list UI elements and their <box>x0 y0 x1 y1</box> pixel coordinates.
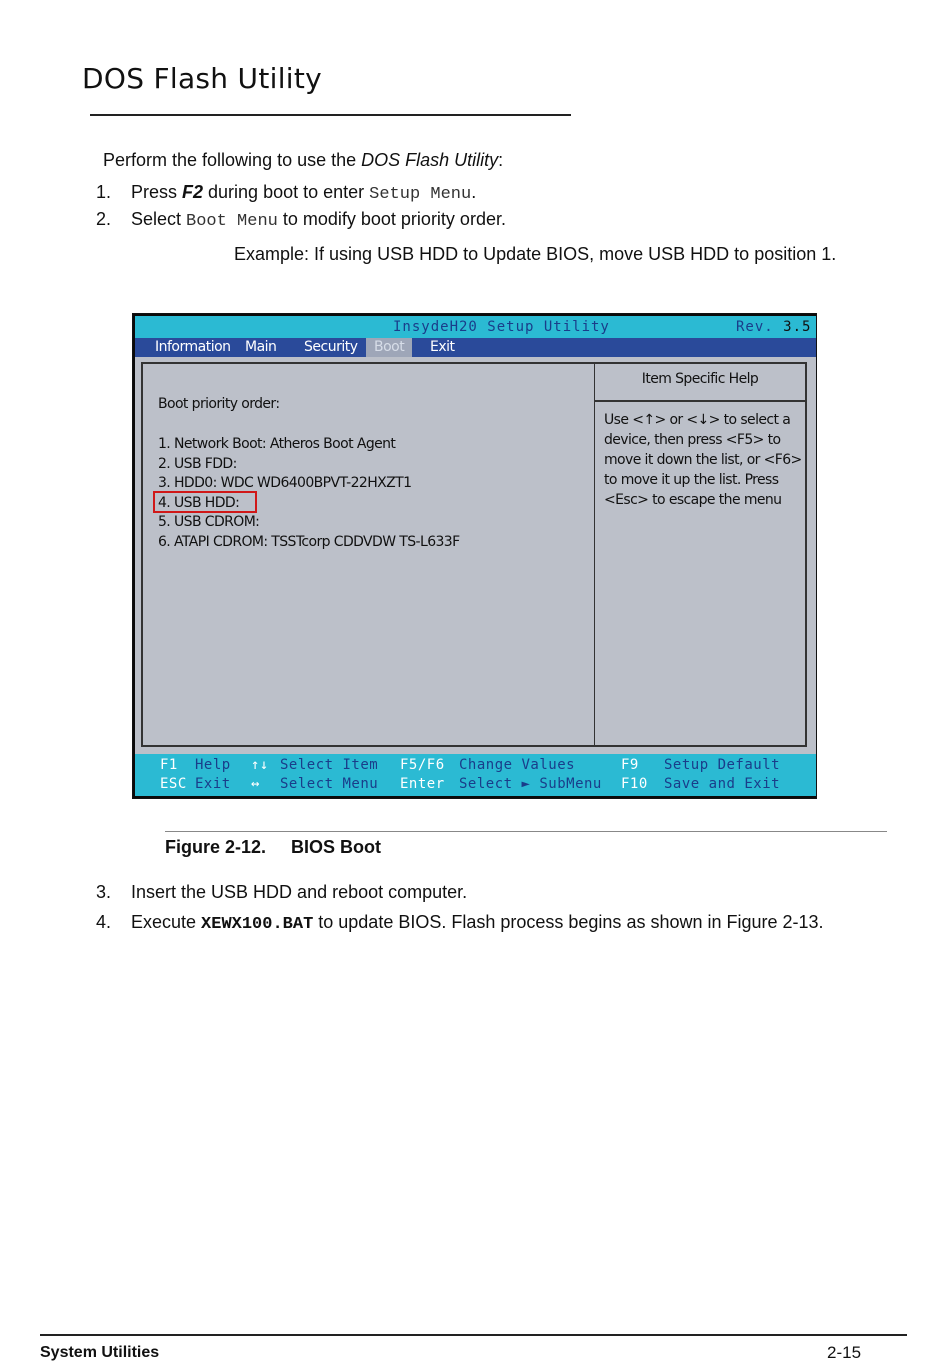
key-esc: ESC <box>160 776 187 792</box>
bios-revision: Rev. 3.5 <box>736 319 812 335</box>
intro-colon: : <box>498 150 504 170</box>
step-2 <box>96 209 506 231</box>
step-text: to update BIOS. Flash process begins as shown in Figure 2-13. <box>313 912 824 932</box>
step-3 <box>96 882 467 903</box>
step-text: Execute <box>131 912 202 932</box>
key-f10-desc: Save and Exit <box>664 776 781 792</box>
figure-number: Figure 2-12. <box>165 837 267 857</box>
step-text: to modify boot priority order. <box>277 209 506 229</box>
page-title: DOS Flash Utility <box>82 62 323 95</box>
help-pane <box>594 362 807 747</box>
key-leftright-desc: Select Menu <box>280 776 379 792</box>
step-number: 4. <box>96 912 112 932</box>
step-text: . <box>471 182 477 202</box>
tab-boot[interactable]: Boot <box>366 338 412 357</box>
figure-caption <box>165 837 381 858</box>
leftright-arrows-icon: ↔ <box>251 776 260 792</box>
step-text: Select <box>131 209 187 229</box>
tab-information[interactable]: Information <box>155 339 231 355</box>
boot-item-atapi-cdrom[interactable]: 6. ATAPI CDROM: TSSTcorp CDDVDW TS-L633F <box>158 533 460 550</box>
bios-title-bar <box>135 316 816 338</box>
boot-priority-label: Boot priority order: <box>158 396 280 412</box>
intro-emphasis: DOS Flash Utility <box>361 150 499 170</box>
usb-hdd-highlight-box <box>153 491 257 513</box>
step-number: 1. <box>96 182 112 202</box>
example-text: Example: If using USB HDD to Update BIOS, move USB HDD to position 1. <box>234 244 837 264</box>
key-f9: F9 <box>621 757 639 773</box>
menu-name-mono: Setup Menu <box>369 185 472 204</box>
step-1 <box>96 182 476 204</box>
updown-arrows-icon: ↑↓ <box>251 757 269 773</box>
bios-key-legend <box>135 754 816 796</box>
boot-item-network[interactable]: 1. Network Boot: Atheros Boot Agent <box>158 436 396 452</box>
menu-name-mono: Boot Menu <box>186 212 278 231</box>
key-f10: F10 <box>621 776 648 792</box>
key-f5f6-desc: Change Values <box>459 757 576 773</box>
boot-item-hdd0[interactable]: 3. HDD0: WDC WD6400BPVT-22HXZT1 <box>158 475 412 491</box>
key-enter-desc: Select ► SubMenu <box>459 776 602 792</box>
key-enter: Enter <box>400 776 445 792</box>
step-4 <box>96 912 824 934</box>
footer-rule <box>40 1334 907 1336</box>
bios-menu-bar <box>135 338 816 357</box>
boot-order-pane <box>141 362 595 747</box>
key-name: F2 <box>182 182 204 202</box>
page-number: 2-15 <box>827 1343 862 1362</box>
step-number: 3. <box>96 882 112 902</box>
bios-main-panel <box>135 357 816 754</box>
title-rule <box>90 114 571 116</box>
step-text: during boot to enter <box>203 182 370 202</box>
tab-main[interactable]: Main <box>245 339 277 355</box>
step-text: Press <box>131 182 183 202</box>
help-text: Use <↑> or <↓> to select a device, then press <F5> to move it down the list, or <F6> to move it up the list. Press <Esc> to escape the menu <box>604 412 802 508</box>
intro-text: Perform the following to use the <box>103 150 362 170</box>
boot-item-usb-hdd[interactable]: 4. USB HDD: <box>158 494 240 511</box>
intro-paragraph <box>103 150 503 171</box>
tab-security[interactable]: Security <box>304 339 358 355</box>
figure-rule <box>165 831 887 832</box>
key-updown-desc: Select Item <box>280 757 379 773</box>
bios-title: InsydeH20 Setup Utility <box>393 319 610 335</box>
step-text: Insert the USB HDD and reboot computer. <box>131 882 468 902</box>
tab-exit[interactable]: Exit <box>430 339 455 355</box>
key-f1-desc: Help <box>195 757 231 773</box>
key-f5f6: F5/F6 <box>400 757 445 773</box>
key-esc-desc: Exit <box>195 776 231 792</box>
boot-item-usb-fdd[interactable]: 2. USB FDD: <box>158 455 237 472</box>
bios-screenshot <box>132 313 817 799</box>
step-number: 2. <box>96 209 112 229</box>
figure-title: BIOS Boot <box>291 837 381 857</box>
command-name-mono: XEWX100.BAT <box>201 915 314 934</box>
boot-item-usb-cdrom[interactable]: 5. USB CDROM: <box>158 514 260 530</box>
key-f1: F1 <box>160 757 178 773</box>
footer-section-title: System Utilities <box>40 1344 160 1361</box>
key-f9-desc: Setup Default <box>664 757 781 773</box>
help-title: Item Specific Help <box>595 364 805 402</box>
